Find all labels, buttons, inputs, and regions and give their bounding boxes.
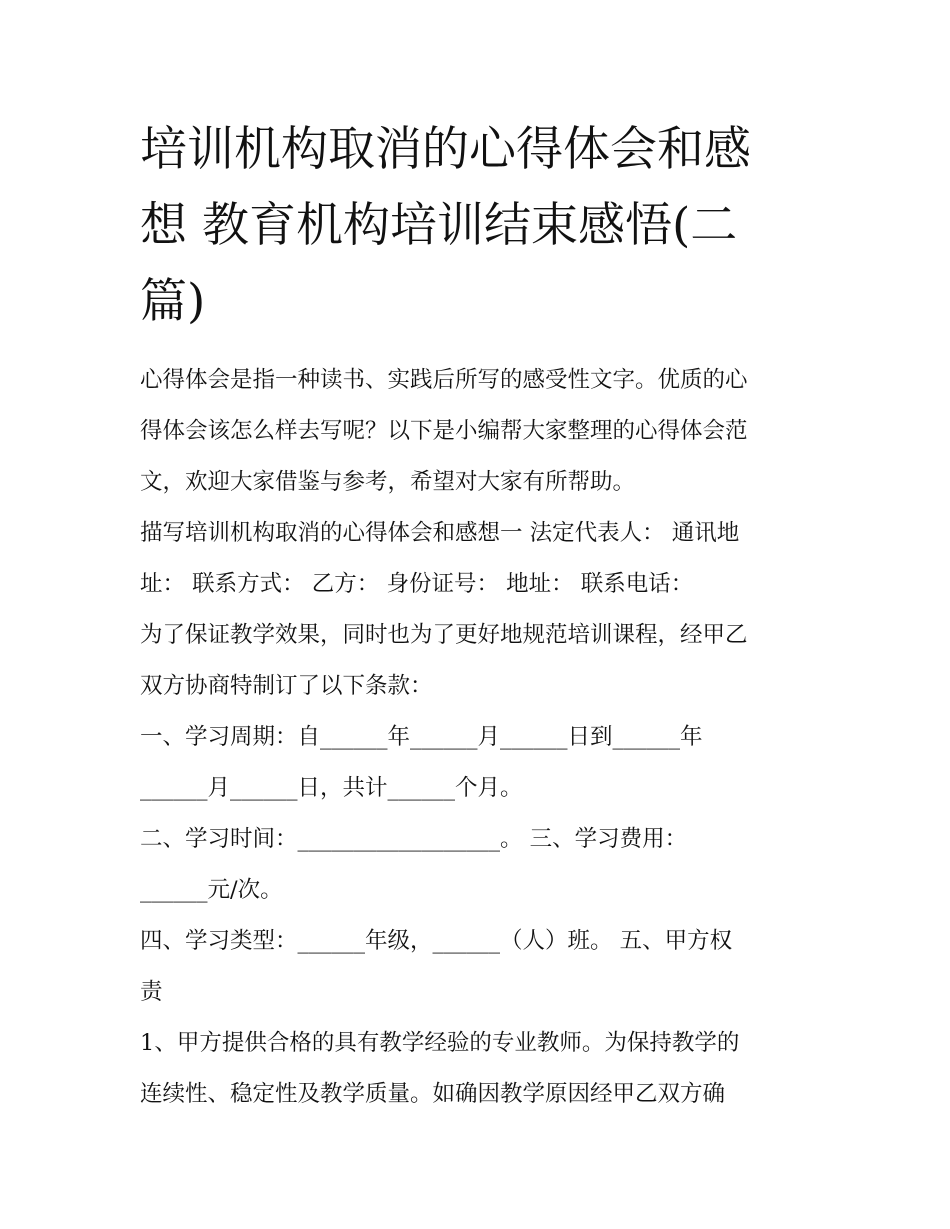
body-line-8: 一、学习周期：自______年______月______日到______年 [140,724,703,750]
body-line-1: 心得体会是指一种读书、实践后所写的感受性文字。优质的心 [140,367,748,393]
body-line-9: ______月______日，共计______个月。 [140,775,523,801]
title-line-3: 篇) [140,274,206,329]
body-line-3: 文，欢迎大家借鉴与参考，希望对大家有所帮助。 [140,469,636,495]
body-line-13: 责 [140,979,163,1005]
body-line-11: ______元/次。 [140,877,283,903]
body-line-4: 描写培训机构取消的心得体会和感想一 法定代表人： 通讯地 [140,520,740,546]
title-line-2: 想 教育机构培训结束感悟(二 [140,198,738,253]
body-line-10: 二、学习时间：__________________。 三、学习费用： [140,826,688,852]
document-title [140,112,830,340]
document-body [140,355,830,1120]
title-line-1: 培训机构取消的心得体会和感 [140,122,751,177]
body-line-14: 1、甲方提供合格的具有教学经验的专业教师。为保持教学的 [140,1030,740,1056]
body-line-15: 连续性、稳定性及教学质量。如确因教学原因经甲乙双方确 [140,1081,726,1107]
body-line-6: 为了保证教学效果，同时也为了更好地规范培训课程，经甲乙 [140,622,748,648]
body-line-12: 四、学习类型：______年级，______（人）班。 五、甲方权 [140,928,733,954]
body-line-2: 得体会该怎么样去写呢？以下是小编帮大家整理的心得体会范 [140,418,748,444]
body-line-7: 双方协商特制订了以下条款： [140,673,433,699]
body-line-5: 址： 联系方式： 乙方： 身份证号： 地址： 联系电话： [140,571,694,597]
